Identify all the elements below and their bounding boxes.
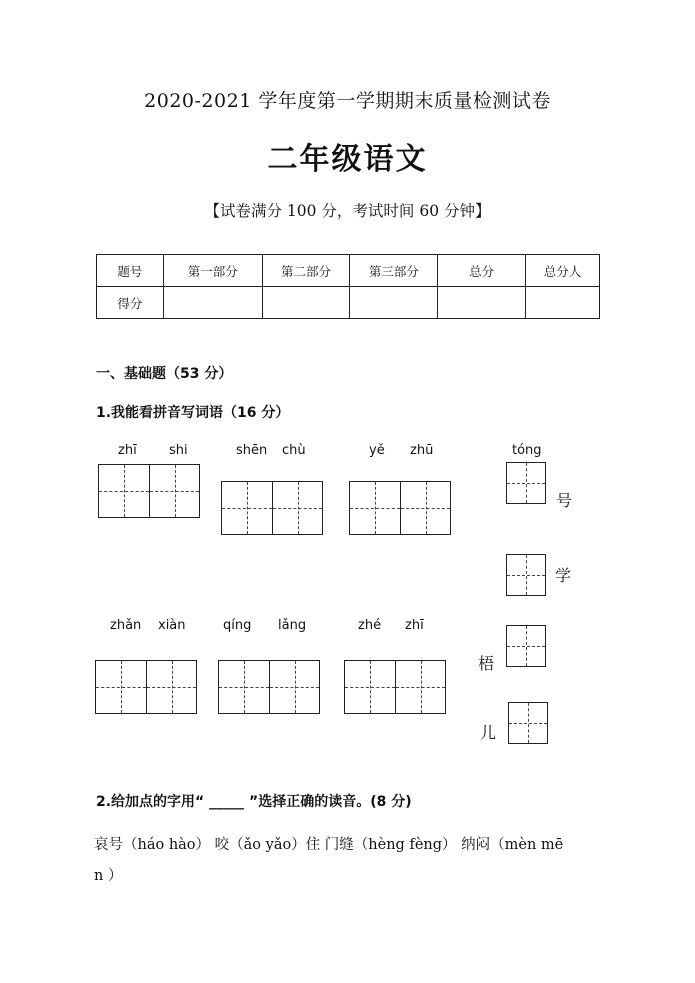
- score-input-cell[interactable]: [526, 287, 600, 319]
- q2-title: 2.给加点的字用“ _____ ”选择正确的读音。(8 分): [96, 794, 412, 810]
- score-input-cell[interactable]: [438, 287, 526, 319]
- score-header-cell: 第三部分: [350, 255, 438, 287]
- pinyin: zhī: [118, 443, 137, 458]
- writing-grid[interactable]: [95, 660, 197, 714]
- score-input-cell[interactable]: [163, 287, 262, 319]
- score-header-cell: 第二部分: [262, 255, 350, 287]
- q2-line: n ）: [94, 868, 123, 884]
- pinyin: shi: [169, 443, 188, 458]
- pinyin: lǎng: [278, 618, 307, 633]
- exam-title: 2020-2021 学年度第一学期期末质量检测试卷: [144, 90, 551, 112]
- score-table-score-row: [97, 287, 600, 319]
- writing-grid[interactable]: [221, 481, 323, 535]
- pinyin: yě: [369, 443, 385, 458]
- pinyin: tóng: [512, 443, 542, 458]
- score-header-cell: 第一部分: [163, 255, 262, 287]
- tong-char: 号: [556, 491, 573, 510]
- section1-title: 一、基础题（53 分）: [96, 366, 233, 382]
- pinyin: xiàn: [158, 618, 186, 633]
- writing-grid[interactable]: [506, 625, 546, 667]
- writing-grid[interactable]: [506, 462, 546, 504]
- tong-char: 学: [555, 566, 572, 585]
- pinyin: chù: [282, 443, 306, 458]
- score-header-cell: 总分: [438, 255, 526, 287]
- writing-grid[interactable]: [506, 554, 546, 596]
- pinyin: zhé: [358, 618, 382, 633]
- score-input-cell[interactable]: [262, 287, 350, 319]
- score-table-header-row: [97, 255, 600, 287]
- q2-line: 哀号（háo hào） 咬（ǎo yǎo）住 门缝（hèng fèng） 纳闷（mèn mē: [94, 837, 564, 853]
- exam-note: 【试卷满分 100 分，考试时间 60 分钟】: [204, 202, 491, 220]
- pinyin: zhī: [405, 618, 424, 633]
- writing-grid[interactable]: [344, 660, 446, 714]
- writing-grid[interactable]: [218, 660, 320, 714]
- score-table: [96, 254, 600, 319]
- pinyin: qíng: [223, 618, 252, 633]
- writing-grid[interactable]: [508, 702, 548, 744]
- score-input-cell[interactable]: [350, 287, 438, 319]
- writing-grid[interactable]: [349, 481, 451, 535]
- q1-title: 1.我能看拼音写词语（16 分）: [96, 405, 290, 421]
- writing-grid[interactable]: [98, 464, 200, 518]
- pinyin: zhū: [410, 443, 434, 458]
- score-row-label: 得分: [97, 287, 164, 319]
- subject-title: 二年级语文: [267, 142, 428, 177]
- pinyin: zhǎn: [110, 618, 142, 633]
- score-header-cell: 题号: [97, 255, 164, 287]
- tong-char: 儿: [480, 723, 497, 742]
- pinyin: shēn: [236, 443, 268, 458]
- score-header-cell: 总分人: [526, 255, 600, 287]
- tong-char: 梧: [478, 654, 495, 673]
